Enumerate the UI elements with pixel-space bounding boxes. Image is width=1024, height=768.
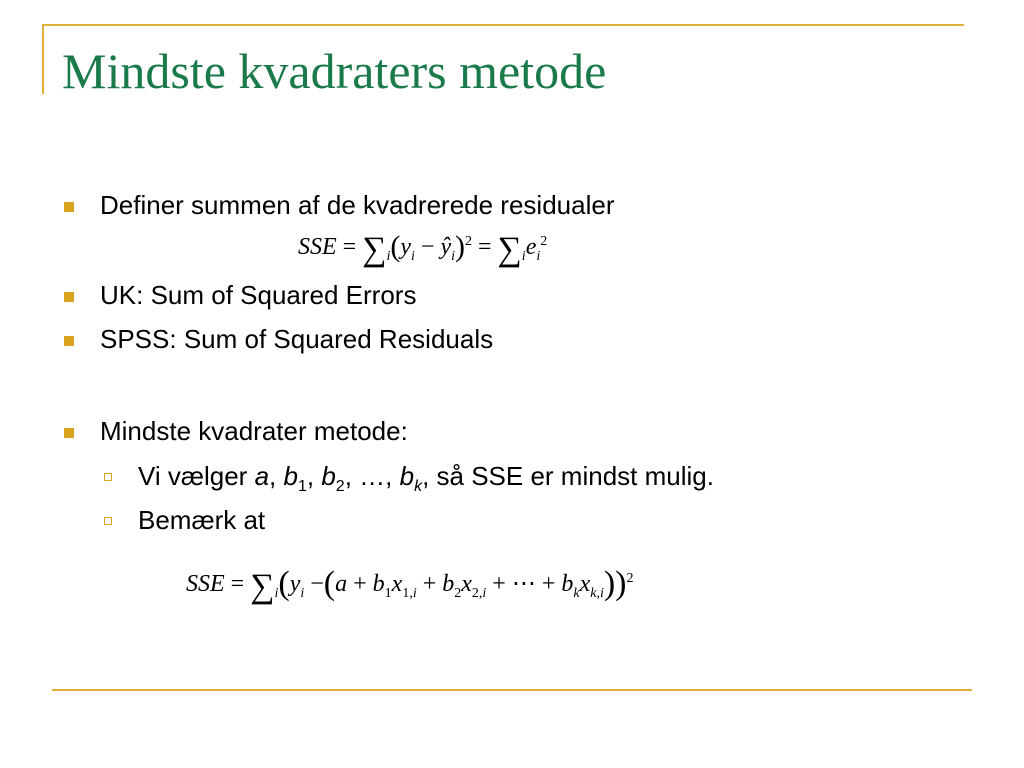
hollow-square-bullet-icon	[104, 473, 112, 481]
frame-bottom-line	[52, 689, 972, 691]
sse-expanded-equation: SSE = $\sum_i(y_i -(a + b_1x_{1,i} + b_2x_{2,i}$ + ⋯ + $b_kx_{k,i}))^2$	[186, 565, 634, 605]
bullet-uk-term: UK: Sum of Squared Errors	[100, 280, 417, 310]
bullet-spss-term: SPSS: Sum of Squared Residuals	[100, 324, 494, 354]
square-bullet-icon	[64, 428, 74, 438]
choose-suffix: , så SSE er mindst mulig.	[422, 461, 714, 491]
slide-title: Mindste kvadraters metode	[62, 43, 607, 99]
square-bullet-icon	[64, 292, 74, 302]
bullet-define-sse: Definer summen af de kvadrerede residualer	[100, 190, 615, 220]
square-bullet-icon	[64, 202, 74, 212]
sse-definition-equation: SSE = $\sum_i(y_i$ − $ŷ_i)^2 = \sum_ie_i^2$	[298, 230, 548, 268]
frame-left-line	[42, 24, 44, 94]
choose-prefix: Vi vælger	[138, 461, 255, 491]
square-bullet-icon	[64, 336, 74, 346]
hollow-square-bullet-icon	[104, 517, 112, 525]
sub-bullet-note: Bemærk at	[138, 505, 266, 535]
frame-top-line	[42, 24, 964, 26]
bullet-least-squares: Mindste kvadrater metode:	[100, 416, 408, 446]
sub-bullet-choose-parameters: Vi vælger a, $b_1$, $b_2$, …, $b_k$, så SSE er mindst mulig.	[138, 461, 714, 496]
